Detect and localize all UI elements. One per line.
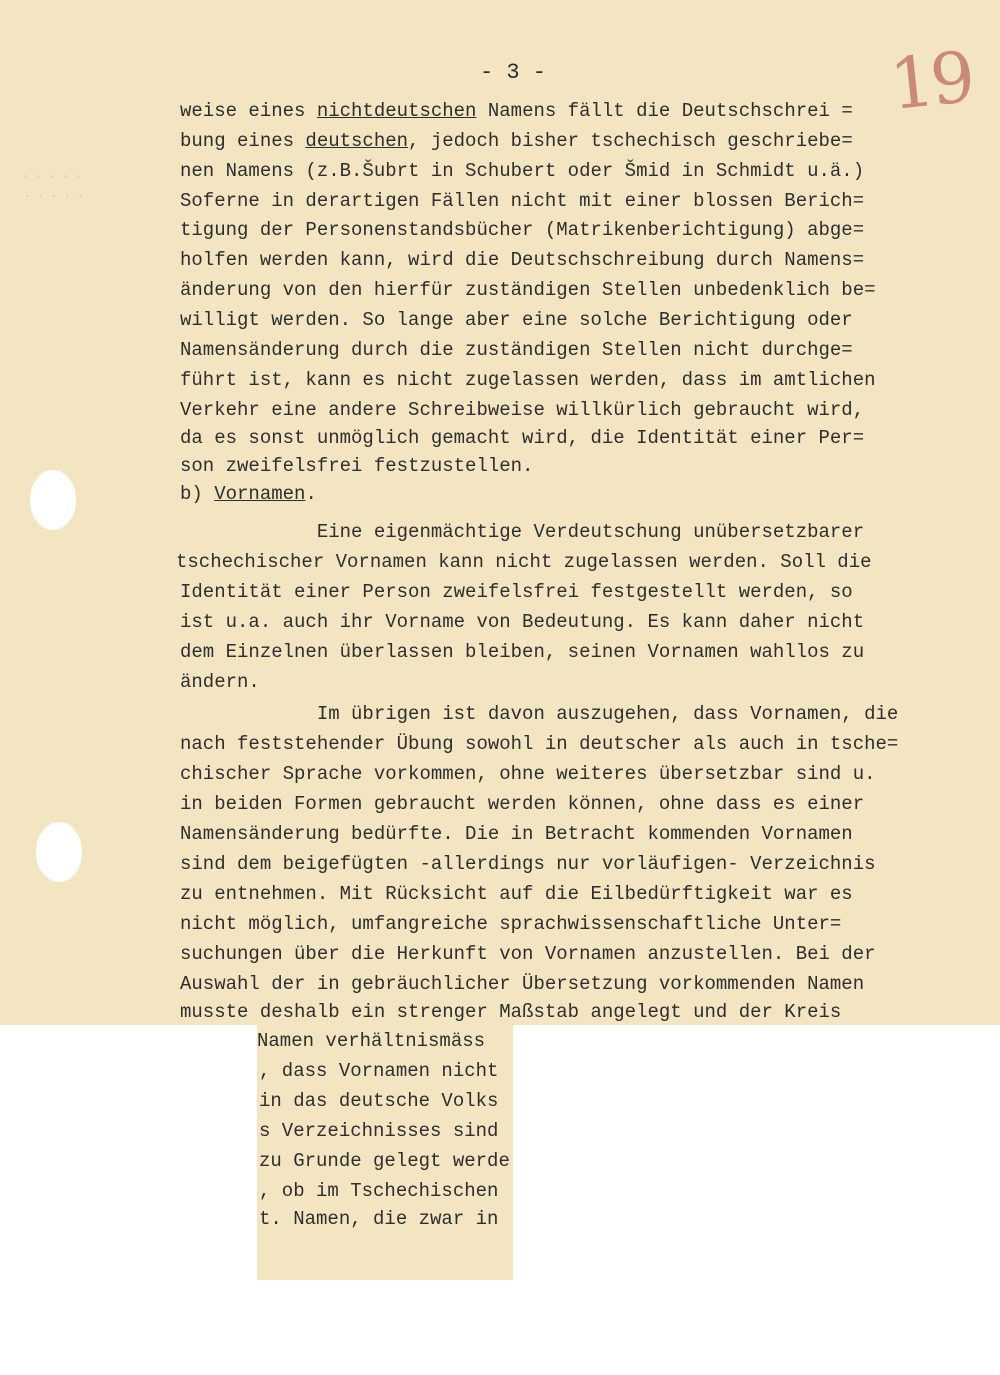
fragment-line: t. Namen, die zwar in — [259, 1208, 499, 1230]
text-segment: chischer Sprache vorkommen, ohne weiteres übersetzbar sind u. — [180, 763, 876, 785]
text-segment: tschechischer Vornamen kann nicht zugelassen werden. Soll die — [176, 551, 872, 573]
text-line — [180, 763, 876, 785]
text-segment: Namens fällt die Deutschschrei = — [476, 100, 853, 122]
text-segment: nach feststehender Übung sowohl in deutscher als auch in tsche= — [180, 733, 899, 755]
text-segment: . — [305, 483, 317, 505]
text-segment: weise eines — [180, 100, 317, 122]
text-line — [180, 823, 853, 845]
text-segment: sind dem beigefügten -allerdings nur vorläufigen- Verzeichnis — [180, 853, 876, 875]
text-segment: zu entnehmen. Mit Rücksicht auf die Eilbedürftigkeit war es — [180, 883, 853, 905]
text-line — [180, 369, 876, 391]
text-line — [180, 249, 864, 271]
text-segment: ändern. — [180, 671, 260, 693]
punch-hole — [36, 822, 82, 882]
text-line — [180, 793, 864, 815]
fragment-line: in das deutsche Volks — [259, 1090, 499, 1112]
text-segment: suchungen über die Herkunft von Vornamen anzustellen. Bei der — [180, 943, 876, 965]
text-segment: änderung von den hierfür zuständigen Stellen unbedenklich be= — [180, 279, 876, 301]
underlined-word: deutschen — [305, 130, 409, 152]
text-line — [180, 733, 898, 755]
text-segment: Namensänderung bedürfte. Die in Betracht kommenden Vornamen — [180, 823, 853, 845]
text-line — [180, 973, 864, 995]
text-line — [180, 130, 853, 152]
text-line — [180, 853, 876, 875]
fragment-line: s Verzeichnisses sind — [259, 1120, 499, 1142]
text-segment: b) — [180, 483, 215, 505]
text-line — [180, 455, 533, 477]
text-line — [176, 551, 872, 573]
text-line — [180, 611, 864, 633]
text-line — [180, 160, 864, 182]
text-segment: in beiden Formen gebraucht werden können, ohne dass es einer — [180, 793, 865, 815]
text-segment: tigung der Personenstandsbücher (Matrikenberichtigung) abge= — [180, 219, 865, 241]
text-line — [180, 483, 317, 505]
text-line — [180, 309, 853, 331]
torn-fragment — [257, 1025, 513, 1280]
text-line — [180, 703, 898, 725]
underlined-word: Vornamen — [214, 483, 306, 505]
text-segment: Eine eigenmächtige Verdeutschung unübersetzbarer — [180, 521, 865, 543]
text-segment: Auswahl der in gebräuchlicher Übersetzung vorkommenden Namen — [180, 973, 865, 995]
text-line — [180, 521, 864, 543]
margin-smudge: · · · · · — [24, 190, 84, 203]
text-segment: nicht möglich, umfangreiche sprachwissenschaftliche Unter= — [180, 913, 842, 935]
text-segment: führt ist, kann es nicht zugelassen werden, dass im amtlichen — [180, 369, 876, 391]
text-segment: ist u.a. auch ihr Vorname von Bedeutung. Es kann daher nicht — [180, 611, 865, 633]
text-line — [180, 219, 864, 241]
text-line — [180, 427, 864, 449]
fragment-line: , dass Vornamen nicht — [259, 1060, 499, 1082]
text-segment: musste deshalb ein strenger Maßstab angelegt und der Kreis — [180, 1001, 842, 1023]
text-line — [180, 913, 841, 935]
text-line — [180, 279, 876, 301]
margin-smudge: · · · · · — [22, 170, 82, 183]
text-line — [180, 943, 876, 965]
text-segment: dem Einzelnen überlassen bleiben, seinen Vornamen wahllos zu — [180, 641, 865, 663]
text-segment: nen Namens (z.B.Šubrt in Schubert oder Šmid in Schmidt u.ä.) — [180, 160, 865, 182]
text-line — [180, 100, 853, 122]
text-line — [180, 671, 260, 693]
text-segment: Identität einer Person zweifelsfrei festgestellt werden, so — [180, 581, 853, 603]
fragment-line: Namen verhältnismäss — [257, 1030, 486, 1052]
text-segment: holfen werden kann, wird die Deutschschreibung durch Namens= — [180, 249, 865, 271]
text-line — [180, 1001, 841, 1023]
folio-number: 19 — [885, 35, 976, 127]
text-segment: Verkehr eine andere Schreibweise willkürlich gebraucht wird, — [180, 399, 865, 421]
text-segment: da es sonst unmöglich gemacht wird, die Identität einer Per= — [180, 427, 865, 449]
text-segment: Soferne in derartigen Fällen nicht mit einer blossen Berich= — [180, 190, 865, 212]
text-line — [180, 641, 864, 663]
text-segment: Namensänderung durch die zuständigen Stellen nicht durchge= — [180, 339, 853, 361]
fragment-line: zu Grunde gelegt werde — [259, 1150, 510, 1172]
text-segment: son zweifelsfrei festzustellen. — [180, 455, 534, 477]
text-segment: willigt werden. So lange aber eine solche Berichtigung oder — [180, 309, 853, 331]
punch-hole — [30, 470, 76, 530]
text-line — [180, 339, 853, 361]
fragment-line: , ob im Tschechischen — [259, 1180, 499, 1202]
text-segment: bung eines — [180, 130, 306, 152]
text-line — [180, 581, 853, 603]
underlined-word: nichtdeutschen — [316, 100, 477, 122]
page-number: - 3 - — [480, 60, 547, 85]
text-segment: , jedoch bisher tschechisch geschriebe= — [408, 130, 853, 152]
text-line — [180, 399, 864, 421]
text-line — [180, 883, 853, 905]
text-line — [180, 190, 864, 212]
text-segment: Im übrigen ist davon auszugehen, dass Vornamen, die — [180, 703, 899, 725]
